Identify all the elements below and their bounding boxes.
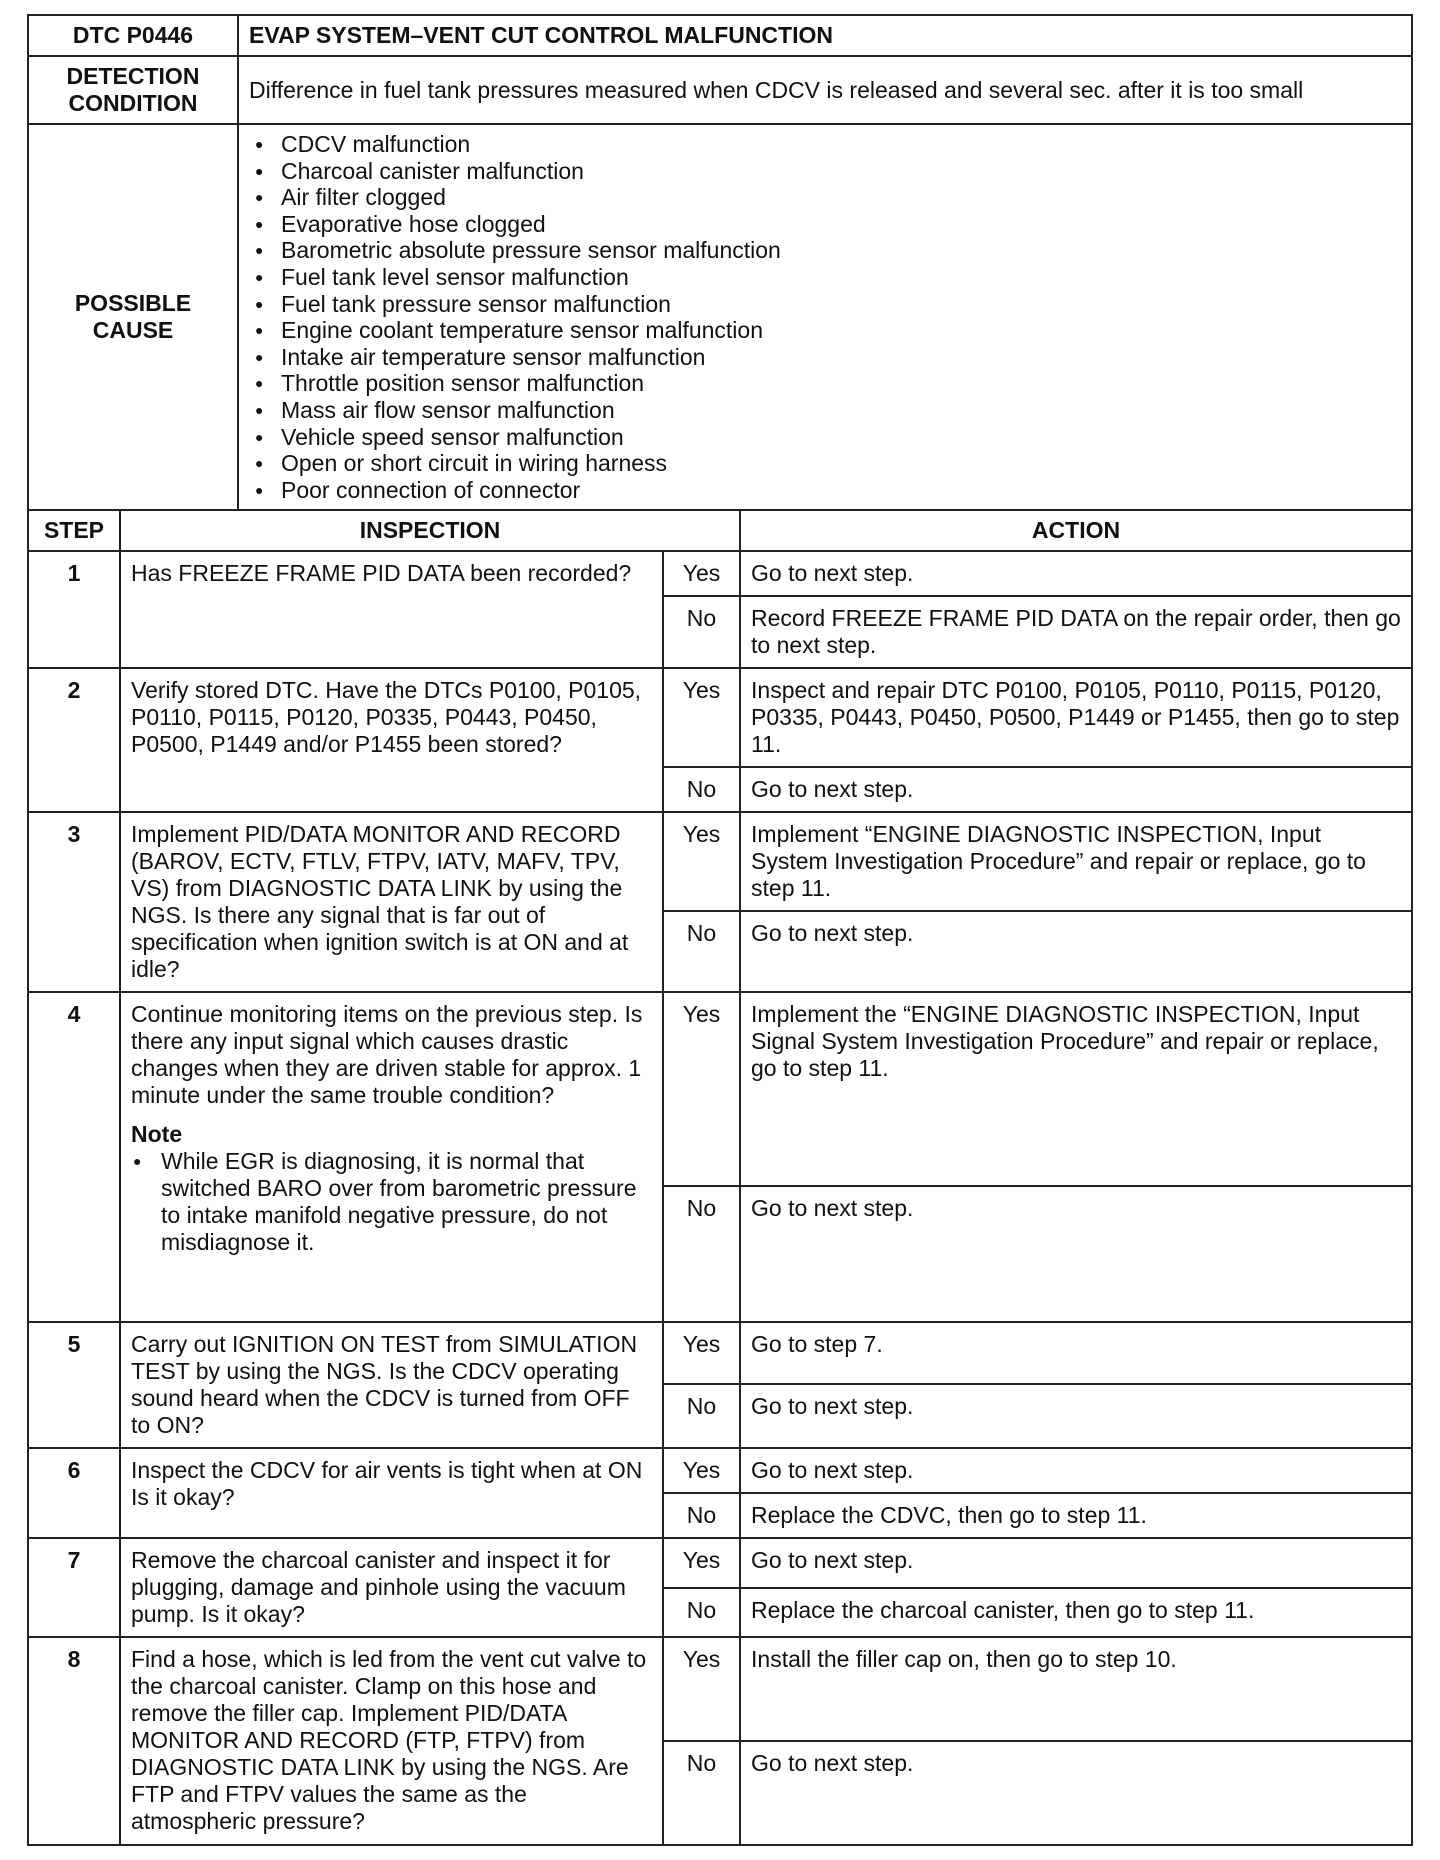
yes-label: Yes [663,992,740,1186]
possible-cause-label [28,124,238,510]
steps-header-row [28,510,1412,551]
step-column-header: STEP [28,510,120,551]
step-inspection: Remove the charcoal canister and inspect it for plugging, damage and pinhole using the vacuum pump. Is it okay? [120,1538,663,1637]
possible-cause-label-line1: POSSIBLE [74,290,192,317]
cause-item: ● Engine coolant temperature sensor malfunction [249,317,1401,344]
no-label: No [663,596,740,668]
no-label: No [663,1493,740,1538]
detection-label [28,56,238,124]
yes-label: Yes [663,1538,740,1588]
no-label: No [663,1588,740,1638]
cause-item: ● Vehicle speed sensor malfunction [249,424,1401,451]
step-number: 6 [28,1448,120,1538]
detection-label-line2: CONDITION [68,90,198,116]
yes-action: Go to next step. [740,1448,1412,1493]
yes-action: Go to next step. [740,551,1412,596]
no-action: Go to next step. [740,1384,1412,1448]
no-action: Go to next step. [740,911,1412,992]
dtc-title: EVAP SYSTEM–VENT CUT CONTROL MALFUNCTION [238,15,1412,56]
yes-action: Go to step 7. [740,1322,1412,1384]
cause-item: ● Mass air flow sensor malfunction [249,397,1401,424]
dtc-document [27,14,1413,1846]
note-text: ● While EGR is diagnosing, it is normal that switched BARO over from barometric pressure to intake manifold negative pressure, do not misdiagnose it. [131,1148,652,1256]
step-inspection: Implement PID/DATA MONITOR AND RECORD (BAROV, ECTV, FTLV, FTPV, IATV, MAFV, TPV, VS) from DIAGNOSTIC DATA LINK by using the NGS. Is there any signal that is far out of specification when ignition switch is at ON and at idle? [120,812,663,992]
yes-action: Inspect and repair DTC P0100, P0105, P0110, P0115, P0120, P0335, P0443, P0450, P0500, P1449 or P1455, then go to step 11. [740,668,1412,767]
cause-item: ● Fuel tank level sensor malfunction [249,264,1401,291]
no-label: No [663,1186,740,1322]
cause-item: ● Barometric absolute pressure sensor malfunction [249,237,1401,264]
yes-label: Yes [663,1322,740,1384]
possible-cause-label-line2: CAUSE [92,317,174,344]
yes-label: Yes [663,551,740,596]
cause-item: ● Charcoal canister malfunction [249,158,1401,185]
no-label: No [663,1741,740,1845]
step-inspection: Has FREEZE FRAME PID DATA been recorded? [120,551,663,668]
step-row-6 [28,1448,1412,1493]
no-action: Go to next step. [740,767,1412,812]
no-label: No [663,911,740,992]
inspection-column-header: INSPECTION [120,510,740,551]
cause-item: ● CDCV malfunction [249,131,1401,158]
step-inspection: Find a hose, which is led from the vent cut valve to the charcoal canister. Clamp on this hose and remove the filler cap. Implement PID/DATA MONITOR AND RECORD (FTP, FTPV) from DIAGNOSTIC DATA LINK by using the NGS. Are FTP and FTPV values the same as the atmospheric pressure? [120,1637,663,1845]
yes-action: Go to next step. [740,1538,1412,1588]
no-label: No [663,767,740,812]
step-row-1 [28,551,1412,596]
yes-action: Implement the “ENGINE DIAGNOSTIC INSPECTION, Input Signal System Investigation Procedure” and repair or replace, go to step 11. [740,992,1412,1186]
step-number: 5 [28,1322,120,1448]
dtc-header-row [28,15,1412,56]
step-inspection-line2: Is it okay? [131,1484,235,1511]
no-label: No [663,1384,740,1448]
step-inspection: Continue monitoring items on the previous step. Is there any input signal which causes drastic changes when they are driven stable for approx. 1 minute under the same trouble condition? [131,1001,643,1109]
no-action: Record FREEZE FRAME PID DATA on the repair order, then go to next step. [740,596,1412,668]
possible-cause-list-cell [238,124,1412,510]
step-number: 1 [28,551,120,668]
step-row-5 [28,1322,1412,1384]
dtc-code: DTC P0446 [28,15,238,56]
possible-cause-row [28,124,1412,510]
cause-item: ● Evaporative hose clogged [249,211,1401,238]
cause-item: ● Intake air temperature sensor malfunction [249,344,1401,371]
step-row-4 [28,992,1412,1186]
action-column-header: ACTION [740,510,1412,551]
step-number: 8 [28,1637,120,1845]
step-number: 7 [28,1538,120,1637]
step-number: 4 [28,992,120,1322]
step-inspection-cell [120,992,663,1322]
steps-table [27,509,1413,1846]
yes-label: Yes [663,1637,740,1741]
cause-item: ● Air filter clogged [249,184,1401,211]
no-action: Go to next step. [740,1186,1412,1322]
no-action: Replace the CDVC, then go to step 11. [740,1493,1412,1538]
step-number: 2 [28,668,120,812]
no-action: Go to next step. [740,1741,1412,1845]
yes-label: Yes [663,812,740,911]
cause-item: ● Fuel tank pressure sensor malfunction [249,291,1401,318]
step-inspection: Inspect the CDCV for air vents is tight when at ON [131,1457,643,1484]
detection-row [28,56,1412,124]
cause-item: ● Throttle position sensor malfunction [249,370,1401,397]
possible-cause-list [249,131,1401,503]
yes-label: Yes [663,1448,740,1493]
step-inspection: Carry out IGNITION ON TEST from SIMULATION TEST by using the NGS. Is the CDCV operating sound heard when the CDCV is turned from OFF to ON? [120,1322,663,1448]
cause-item: ● Poor connection of connector [249,477,1401,504]
step-number: 3 [28,812,120,992]
note-title: Note [131,1121,183,1148]
yes-label: Yes [663,668,740,767]
detection-label-line1: DETECTION [66,63,200,89]
detection-text: Difference in fuel tank pressures measured when CDCV is released and several sec. after it is too small [238,56,1412,124]
step-inspection: Verify stored DTC. Have the DTCs P0100, P0105, P0110, P0115, P0120, P0335, P0443, P0450, P0500, P1449 and/or P1455 been stored? [120,668,663,812]
cause-item: ● Open or short circuit in wiring harness [249,450,1401,477]
step-row-7 [28,1538,1412,1588]
step-row-2 [28,668,1412,767]
step-row-8 [28,1637,1412,1741]
yes-action: Install the filler cap on, then go to step 10. [740,1637,1412,1741]
step-row-3 [28,812,1412,911]
no-action: Replace the charcoal canister, then go to step 11. [740,1588,1412,1638]
dtc-info-table [27,14,1413,511]
step-inspection-cell [120,1448,663,1538]
yes-action: Implement “ENGINE DIAGNOSTIC INSPECTION, Input System Investigation Procedure” and repair or replace, go to step 11. [740,812,1412,911]
